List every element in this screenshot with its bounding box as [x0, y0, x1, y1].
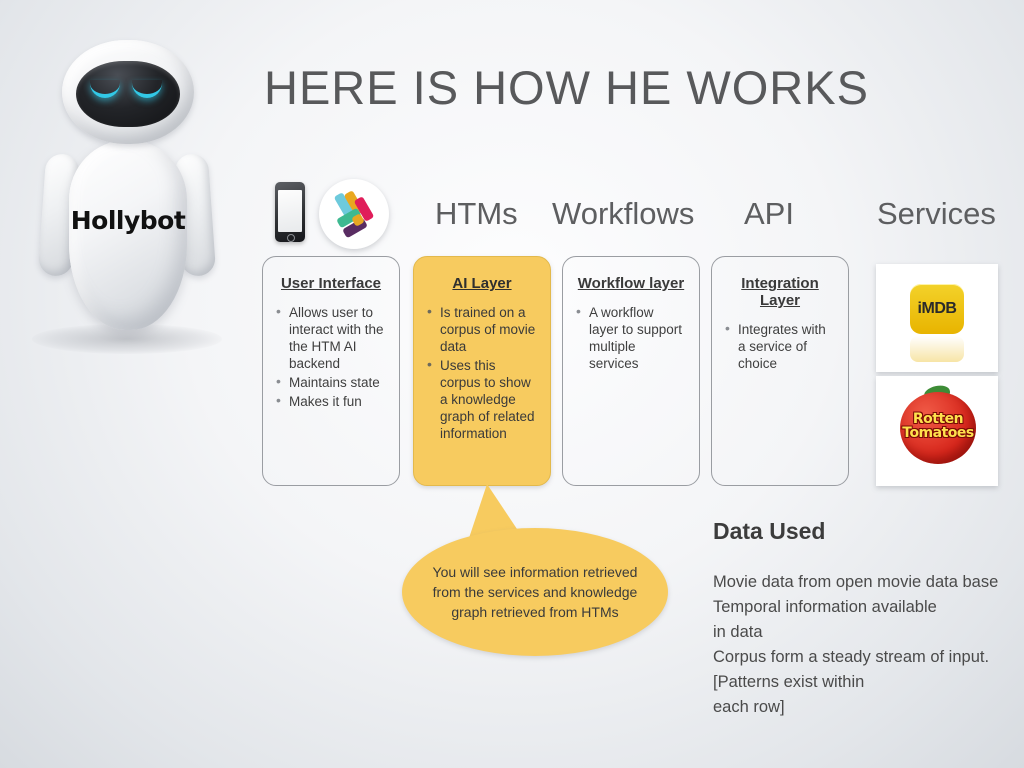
column-header-workflows: Workflows	[552, 196, 695, 231]
list-item: • A workflow layer to support multiple services	[576, 304, 686, 372]
card-title: Workflow layer	[577, 275, 685, 292]
card-integration-layer	[711, 256, 849, 486]
imdb-badge-reflection	[910, 336, 964, 362]
list-item: • Uses this corpus to show a knowledge graph of related information	[427, 357, 537, 442]
page-title: HERE IS HOW HE WORKS	[264, 61, 869, 114]
list-item: • Maintains state	[276, 374, 386, 391]
robot-visor	[76, 61, 180, 127]
mobile-phone-icon	[275, 182, 305, 242]
card-bullet-list	[725, 321, 835, 372]
hollybot-mascot	[22, 28, 232, 358]
card-title: Integration Layer	[741, 275, 819, 309]
card-user-interface	[262, 256, 400, 486]
card-bullet-list	[576, 304, 686, 372]
data-used-line: each row]	[713, 698, 785, 716]
data-used-body	[713, 570, 1013, 720]
phone-screen	[278, 190, 302, 232]
data-used-line: Corpus form a steady stream of input.	[713, 648, 990, 666]
list-item: • Makes it fun	[276, 393, 386, 410]
rt-label-bottom: Tomatoes	[902, 425, 974, 441]
callout-bubble	[402, 528, 668, 656]
data-used-title: Data Used	[713, 518, 826, 544]
column-header-api: API	[744, 196, 794, 231]
card-title: User Interface	[280, 275, 382, 292]
callout-text: You will see information retrieved from the services and knowledge graph retrieved from HTMs	[432, 564, 638, 620]
column-header-services: Services	[877, 196, 996, 231]
card-bullet-list	[276, 304, 386, 410]
card-bullet-list	[427, 304, 537, 442]
phone-home-button	[287, 234, 295, 242]
data-used-line: [Patterns exist within	[713, 673, 865, 691]
card-ai-layer	[413, 256, 551, 486]
robot-body	[69, 140, 187, 330]
rt-label-top: Rotten	[912, 411, 964, 427]
data-used-line: Temporal information available	[713, 598, 937, 616]
list-item: • Integrates with a service of choice	[725, 321, 835, 372]
rotten-tomatoes-label	[890, 412, 986, 440]
slack-icon	[319, 179, 389, 249]
imdb-logo	[876, 264, 998, 372]
imdb-badge-label: iMDB	[910, 284, 964, 334]
data-used-line: Movie data from open movie data base	[713, 573, 999, 591]
rotten-tomatoes-logo	[876, 376, 998, 486]
column-header-htms: HTMs	[435, 196, 518, 231]
card-title: AI Layer	[452, 275, 512, 292]
list-item: • Is trained on a corpus of movie data	[427, 304, 537, 355]
robot-name-label: Hollybot	[70, 206, 186, 235]
card-workflow-layer	[562, 256, 700, 486]
list-item: • Allows user to interact with the the HTM AI backend	[276, 304, 386, 372]
data-used-line: in data	[713, 623, 763, 641]
